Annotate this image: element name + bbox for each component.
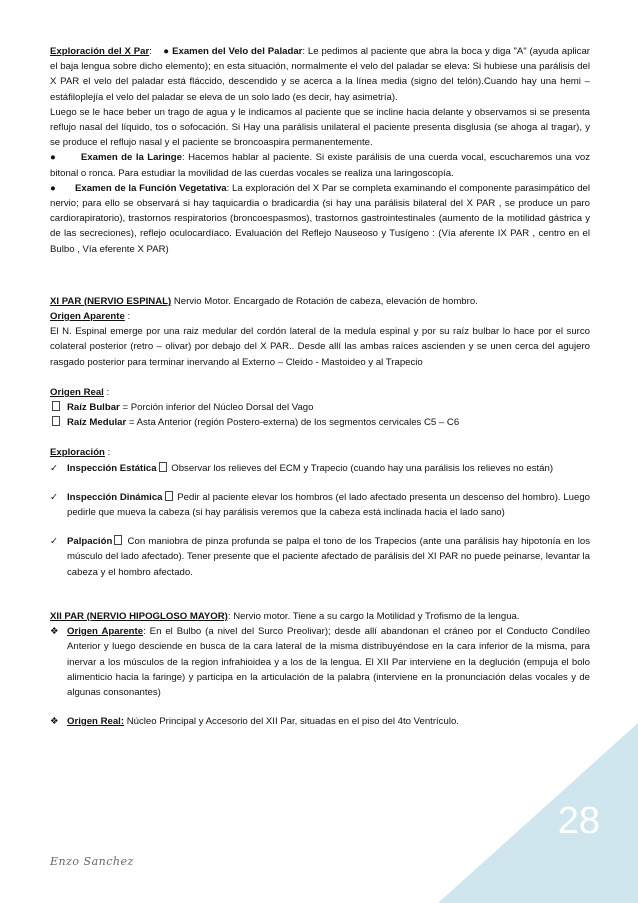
exploracion-heading: Exploración : [50,447,111,459]
arrow-icon [165,491,173,501]
paragraph-text: : La exploración del X Par se completa examinando el componente parasimpático del nervio; para ello se observará si hay taquicardia o bradicardia (si hay una parálisis bilateral del X PAR , se produce un paro cardiorapiratorio), trastornos respiratorios (broncoespasmos), trastornos gastrointestinales (aumento de la motilidad gástrica y de las secreciones), reflejo oculocardíaco. Evaluación del Reflejo Nauseoso y Tusígeno : (Vía aferente IX PAR , centro en el Bulbo , Vía eferente X PAR) [50,182,590,255]
list-item: ✓ Inspección Estática Observar los relieves del ECM y Trapecio (cuando hay una parálisis los relieves no están) [50,461,590,476]
bullet: ● [50,152,57,164]
author-name: Enzo Sanchez [50,855,134,868]
subtitle: Examen del Velo del Paladar [172,46,303,57]
corner-decoration [438,723,638,903]
page-content [50,44,590,743]
origen-aparente-text: El N. Espinal emerge por una raiz medular del cordón lateral de la medula espinal y por su raíz bulbar lo hace por el surco colateral posterior (retro – olivar) por debajo del X PAR.. Desde allí las ambas raíces ascienden y se unen cerca del agujero rasgado posterior para terminar inervando al Externo – Cleido - Mastoideo y al Trapecio [50,326,590,368]
checkbox-icon [52,401,60,411]
list-item: Raíz Bulbar = Porción inferior del Núcleo Dorsal del Vago [50,400,590,415]
check-icon: ✓ [50,536,59,548]
arrow-icon [159,462,167,472]
paragraph-text: : Hacemos hablar al paciente. Si existe parálisis de una cuerda vocal, escucharemos una voz bitonal o ronca. Para estudiar la movilidad de las cuerdas vocales se realiza una laringoscopía. [50,152,590,179]
paragraph-velo-paladar: Exploración del X Par: ● Examen del Velo del Paladar: Le pedimos al paciente que abra la boca y diga "A" (ayuda aplicar el baja lengua sobre dicho elemento); en esta situación, normalmente el velo del paladar se eleva: Si hubiese una parálisis del X PAR el velo del paladar está fláccido, descendido y se acerca a la línea media (signo del telón).Cuando hay una hemi – estáfiloplejía el velo del paladar se eleva de un solo lado (es decir, hay asimetría). [50,46,591,103]
origen-aparente-heading: Origen Aparente : [50,311,131,323]
xii-par-heading: XII PAR (NERVIO HIPOGLOSO MAYOR): Nervio motor. Tiene a su cargo la Motilidad y Trofismo de la lengua. [50,610,520,622]
paragraph-vegetativa [50,181,590,257]
subtitle: Examen de la Laringe [80,152,182,164]
list-item: ❖ Origen Real: Núcleo Principal y Accesorio del XII Par, situadas en el piso del 4to Ventrículo. [50,714,590,729]
section-heading: Exploración del X Par [50,46,150,57]
list-item: Raíz Medular = Asta Anterior (región Postero-externa) de los segmentos cervicales C5 – C6 [50,415,590,430]
list-item: ✓ Inspección Dinámica Pedir al paciente elevar los hombros (el lado afectado presenta un descenso del hombro). Luego pedirle que mueva la cabeza (si hay parálisis veremos que la cabeza está inclinada hacia el lado sano) [50,491,591,519]
section-heading: XI PAR (NERVIO ESPINAL) [50,295,172,307]
list-item: ❖ Origen Aparente: En el Bulbo (a nivel del Surco Preolivar); desde allí abandonan el cráneo por el Conducto Condíleo Anterior y luego desciende en busca de la cara lateral de la misma distribuyéndose en la cara inferior de la misma, para inervar a los músculos de la region infrahioidea y a los de la lengua. El XII Par interviene en la deglución (empuja el bolo alimenticio hacia la faringe) y participa en la articulación de la palabra (interviene en la pronunciación delas vocales y de algunas consonantes) [50,626,591,698]
diamond-bullet-icon: ❖ [50,716,59,728]
paragraph-reflujo: Luego se le hace beber un trago de agua y le indicamos al paciente que se incline hacia delante y observamos si se presenta reflujo nasal del líquido, tos o sofocación. Si Hay una parálisis unilateral el paciente presenta disglusia (se ahoga al tragar), y se produce el reflujo nasal y el paciente se broncoaspira permanentemente. [50,106,590,149]
paragraph-laringe [50,150,590,180]
check-icon: ✓ [50,462,59,474]
page-number: 28 [557,800,600,842]
section-heading: XII PAR (NERVIO HIPOGLOSO MAYOR) [50,610,228,622]
origen-real-heading: Origen Real : [50,386,110,398]
check-icon: ✓ [50,491,59,503]
arrow-icon [114,535,122,545]
checkbox-icon [52,416,60,426]
list-item: ✓ Palpación Con maniobra de pinza profunda se palpa el tono de los Trapecios (ante una parálisis hay hipotonía en los músculo del lado afectado). Tener presente que el paciente afectado de parálisis del XI PAR no puede peinarse, levantar la cabeza y el hombro afectado. [50,536,590,578]
bullet: ● [163,46,170,57]
subtitle: Examen de la Función Vegetativa [74,182,227,194]
paragraph-text: : Le pedimos al paciente que abra la boca y diga "A" (ayuda aplicar el baja lengua sobre dicho elemento); en esta situación, normalmente el velo del paladar se eleva: Si hubiese una parálisis del X PAR el velo del paladar está fláccido, descendido y se acerca a la línea media (signo del telón).Cuando hay una hemi – estáfiloplejía el velo del paladar se eleva de un solo lado (es decir, hay asimetría). [50,46,591,103]
diamond-bullet-icon: ❖ [50,626,59,638]
xi-par-heading: XI PAR (NERVIO ESPINAL) Nervio Motor. Encargado de Rotación de cabeza, elevación de hombro. [50,295,478,307]
bullet: ● [50,182,56,194]
